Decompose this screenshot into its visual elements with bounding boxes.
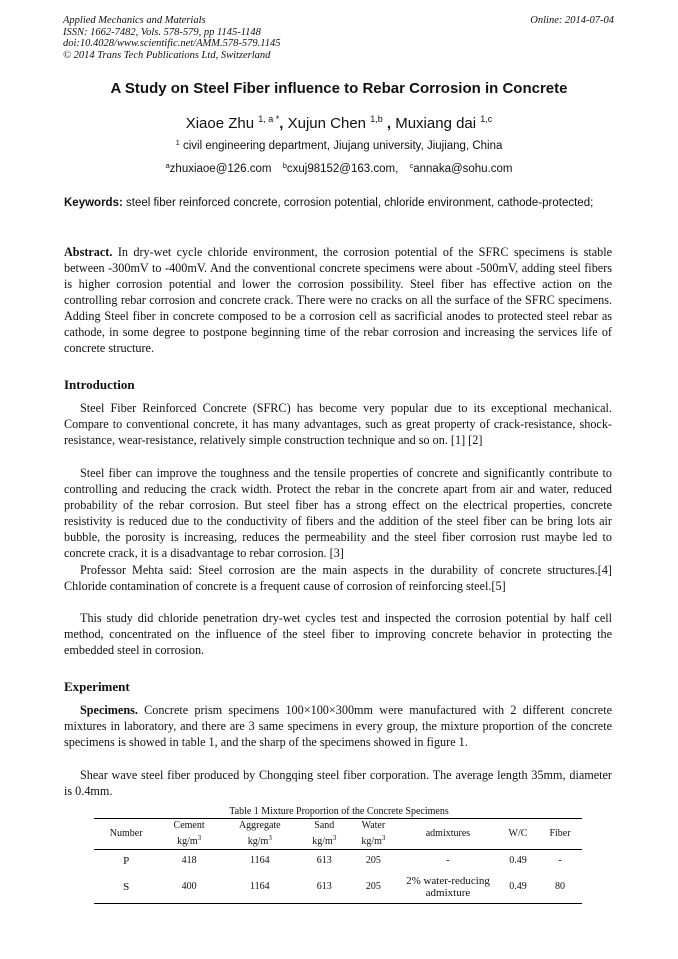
header-label: W/C [508, 828, 528, 839]
table-cell: 205 [365, 854, 381, 866]
intro-paragraph: Steel Fiber Reinforced Concrete (SFRC) has become very popular due to its exceptional mechanical. Compare to conventional concrete, it has many advantages, such as great property of crack-resistance, shock-resistance, wear-resistance, relatively simple construction technique and so on. [1] [2] [64, 401, 612, 447]
fiber-paragraph: Shear wave steel fiber produced by Chongqing steel fiber corporation. The average length 35mm, diameter is 0.4mm. [64, 768, 612, 798]
table-header-cell [300, 819, 349, 850]
email-superscript: c [409, 161, 414, 170]
header-label: Water [361, 820, 386, 831]
table-cell: 2% water-reducing admixture [406, 875, 490, 900]
table-cell: P [123, 854, 130, 867]
specimens-text: Concrete prism specimens 100×100×300mm were manufactured with 2 different concrete mixtures in laboratory, and there are 3 same specimens in every group, the mixture proportion of the concrete specimens is showed in table 1, and the sharp of the specimens showed in figure 1. [64, 703, 612, 749]
unit-superscript: 3 [381, 834, 386, 842]
keywords-text: steel fiber reinforced concrete, corrosion potential, chloride environment, cathode-protected; [126, 197, 594, 209]
table-row [94, 872, 582, 904]
table-cell: 80 [555, 881, 565, 893]
header-unit: kg/m [177, 836, 198, 847]
table-cell: - [446, 854, 450, 866]
header-label: Cement [173, 820, 205, 831]
section-heading-introduction: Introduction [64, 377, 135, 392]
table-header-cell [349, 819, 398, 850]
intro-paragraph: This study did chloride penetration dry-wet cycles test and inspected the corrosion potential by half cell method, concentrated on the influence of the steel fiber to improving concrete behavior in protecting the embedded steel in corrosion. [64, 611, 612, 657]
journal-header [63, 15, 280, 61]
mixture-table [94, 818, 582, 904]
unit-superscript: 3 [197, 834, 202, 842]
header-label: admixtures [425, 828, 471, 839]
table-cell: 400 [181, 881, 197, 893]
specimens-label: Specimens. [80, 703, 138, 717]
journal-issn: ISSN: 1662-7482, Vols. 578-579, pp 1145-1148 [63, 26, 261, 38]
header-unit: kg/m [247, 836, 269, 847]
table-header-cell [220, 819, 300, 850]
journal-doi: doi:10.4028/www.scientific.net/AMM.578-579.1145 [63, 38, 281, 50]
email-superscript: b [282, 161, 287, 170]
table-caption: Table 1 Mixture Proportion of the Concrete Specimens [229, 806, 449, 817]
email-entry [166, 163, 272, 175]
table-header-row [94, 819, 582, 850]
author-name: Muxiang dai [395, 115, 477, 132]
email-superscript: a [165, 161, 170, 170]
author-name: Xujun Chen [287, 115, 367, 132]
header-label: Aggregate [238, 820, 281, 831]
section-heading-experiment: Experiment [64, 679, 130, 694]
abstract [64, 244, 612, 356]
table-cell: - [558, 854, 562, 866]
email-address[interactable]: annaka@sohu.com [413, 163, 513, 175]
unit-superscript: 3 [332, 834, 337, 842]
header-label: Fiber [549, 828, 571, 839]
table-header-cell [94, 819, 158, 850]
email-entry [283, 163, 399, 175]
header-unit: kg/m [361, 836, 382, 847]
author-superscript: 1,b [370, 114, 383, 124]
paper-title: A Study on Steel Fiber influence to Rebar Corrosion in Concrete [110, 80, 568, 97]
unit-superscript: 3 [268, 834, 272, 842]
table-cell: 0.49 [509, 854, 527, 866]
keywords-label: Keywords: [64, 197, 123, 209]
journal-copyright: © 2014 Trans Tech Publications Ltd, Switzerland [63, 49, 271, 61]
keywords [64, 196, 612, 211]
table-header-cell [158, 819, 219, 850]
table-cell: 1164 [249, 881, 270, 893]
table-cell: 205 [365, 881, 381, 893]
table-cell: 613 [316, 854, 332, 866]
intro-paragraph: Professor Mehta said: Steel corrosion are the main aspects in the durability of concrete structures.[4] Chloride contamination of concrete is a frequent cause of corrosion of reinforcing steel.[5] [64, 563, 612, 593]
author-superscript: 1, a * [258, 114, 280, 124]
header-unit: kg/m [312, 836, 333, 847]
email-list [0, 161, 678, 175]
specimens-paragraph [64, 702, 612, 750]
abstract-label: Abstract. [64, 245, 113, 259]
author-list: Xiaoe Zhu $^{1, a *}$, Xujun Chen $^{1,b}$ , Muxiang dai $^{1,c}$ [185, 114, 493, 132]
table-header-cell [498, 819, 538, 850]
author-name: Xiaoe Zhu [185, 115, 255, 132]
header-label: Sand [314, 820, 335, 831]
journal-name: Applied Mechanics and Materials [63, 15, 206, 26]
email-entry [409, 163, 512, 175]
affiliation [0, 138, 678, 152]
abstract-text: In dry-wet cycle chloride environment, the corrosion potential of the SFRC specimens is stable between -300mV to -400mV. And the conventional concrete specimens were about -500mV, adding steel fibers is higher corrosion potential and lower the corrosion possibility. Steel fiber has effective action on the controlling rebar corrosion and concrete crack. There were no cracks on all the surface of the SFRC specimens. Adding Steel fiber in concrete composed to be a corrosion cell as sacrificial anodes to protected steel rebar as cathode, in some degree to postpone beginning time of the rebar corrosion and increasing the services life of concrete structure. [64, 245, 613, 355]
table-cell: 0.49 [509, 881, 527, 893]
author-superscript: 1,c [480, 114, 493, 124]
table-cell: S [123, 881, 130, 894]
table-cell: 1164 [249, 854, 270, 866]
table-cell: 613 [316, 881, 332, 893]
header-label: Number [109, 828, 143, 839]
table-row [94, 850, 582, 872]
email-address[interactable]: cxuj98152@163.com, [286, 163, 399, 175]
email-address[interactable]: zhuxiaoe@126.com [169, 163, 272, 175]
table-header-cell [398, 819, 498, 850]
online-date: Online: 2014-07-04 [530, 15, 614, 26]
affiliation-superscript: 1 [175, 138, 180, 147]
affiliation-text: civil engineering department, Jiujang university, Jiujiang, China [182, 140, 503, 152]
intro-paragraph: Steel fiber can improve the toughness and the tensile properties of concrete and significantly contribute to controlling and reducing the crack width. Protect the rebar in the concrete apart from air and water, reduced probability of the rebar corrosion. But steel fiber has a strong effect on the electrical properties, concrete resistivity is reduced due to the conductivity of fibers and the addition of the steel fiber can be bring lots air bubble, the porosity is increasing, reduces the permeability and the steel fiber corrosion rust maybe led to concrete crack, it is a disadvantage to rebar corrosion. [3] [64, 466, 612, 560]
table-cell: 418 [181, 854, 197, 866]
table-header-cell [538, 819, 582, 850]
